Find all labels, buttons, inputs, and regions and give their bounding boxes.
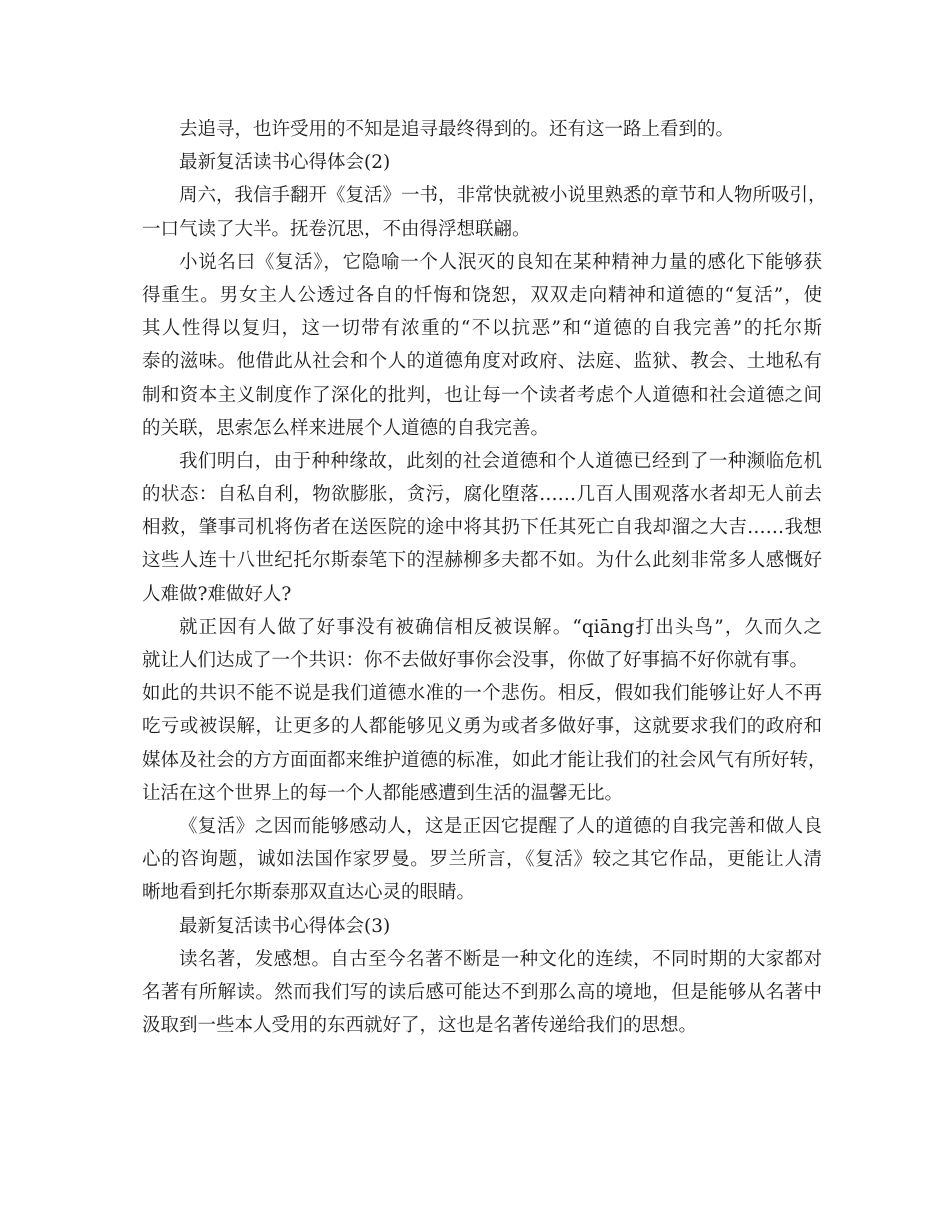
text-line: 晰地看到托尔斯泰那双直达心灵的眼睛。	[142, 882, 476, 904]
text-line: 如此的共识不能不说是我们道德水准的一个悲伤。相反，假如我们能够让好人不再	[142, 683, 822, 705]
text-line: 这些人连十八世纪托尔斯泰笔下的涅赫柳多夫都不如。为什么此刻非常多人感慨好	[142, 550, 822, 572]
text-line: 一口气读了大半。抚卷沉思，不由得浮想联翩。	[142, 218, 531, 240]
document-body	[142, 113, 827, 1042]
text-line: 相救，肇事司机将伤者在送医院的途中将其扔下任其死亡自我却溜之大吉……我想	[142, 517, 822, 539]
text-line: 的关联，思索怎么样来进展个人道德的自我完善。	[142, 417, 550, 439]
paragraph	[142, 246, 822, 445]
text-line: 泰的滋味。他借此从社会和个人的道德角度对政府、法庭、监狱、教会、土地私有	[142, 351, 822, 373]
text-line: 就正因有人做了好事没有被确信相反被误解。“qiāng打出头鸟”，久而久之	[179, 616, 822, 638]
text-line: 其人性得以复归，这一切带有浓重的“不以抗恶”和“道德的自我完善”的托尔斯	[142, 318, 822, 340]
text-line: 心的咨询题，诚如法国作家罗曼。罗兰所言，《复活》较之其它作品，更能让人清	[142, 849, 822, 871]
text-line: 读名著，发感想。自古至今名著不断是一种文化的连续，不同时期的大家都对	[179, 948, 822, 970]
text-line: 周六，我信手翻开《复活》一书，非常快就被小说里熟悉的章节和人物所吸引，	[179, 185, 827, 207]
text-line: 的状态：自私自利，物欲膨胀，贪污，腐化堕落……几百人围观落水者却无人前去	[142, 484, 822, 506]
paragraph	[142, 113, 822, 146]
text-line: 《复活》之因而能够感动人，这是正因它提醒了人的道德的自我完善和做人良	[179, 815, 822, 837]
paragraph	[142, 445, 822, 611]
paragraph	[142, 179, 827, 245]
text-line: 我们明白，由于种种缘故，此刻的社会道德和个人道德已经到了一种濒临危机	[179, 450, 822, 472]
text-line: 小说名曰《复活》，它隐喻一个人泯灭的良知在某种精神力量的感化下能够获	[179, 251, 822, 273]
heading-text: 最新复活读书心得体会(3)	[179, 915, 391, 937]
text-line: 得重生。男女主人公透过各自的忏悔和饶恕，双双走向精神和道德的“复活”，使	[142, 284, 822, 306]
text-line: 媒体及社会的方方面面都来维护道德的标准，如此才能让我们的社会风气有所好转，	[142, 749, 827, 771]
text-line: 制和资本主义制度作了深化的批判，也让每一个读者考虑个人道德和社会道德之间	[142, 384, 822, 406]
section-heading	[142, 910, 822, 943]
section-heading	[142, 146, 822, 179]
text-line: 人难做?难做好人?	[142, 583, 292, 605]
text-line: 就让人们达成了一个共识：你不去做好事你会没事，你做了好事搞不好你就有事。	[142, 650, 809, 671]
text-line: 汲取到一些本人受用的东西就好了，这也是名著传递给我们的思想。	[142, 1015, 698, 1037]
paragraph	[142, 810, 822, 910]
text-line: 让活在这个世界上的每一个人都能感遭到生活的温馨无比。	[142, 782, 624, 804]
text-line: 去追寻，也许受用的不知是追寻最终得到的。还有这一路上看到的。	[179, 119, 735, 140]
paragraph	[142, 943, 822, 1043]
heading-text: 最新复活读书心得体会(2)	[179, 152, 391, 174]
text-line: 吃亏或被误解，让更多的人都能够见义勇为或者多做好事，这就要求我们的政府和	[142, 716, 822, 738]
paragraph	[142, 611, 827, 810]
text-line: 名著有所解读。然而我们写的读后感可能达不到那么高的境地，但是能够从名著中	[142, 981, 822, 1003]
